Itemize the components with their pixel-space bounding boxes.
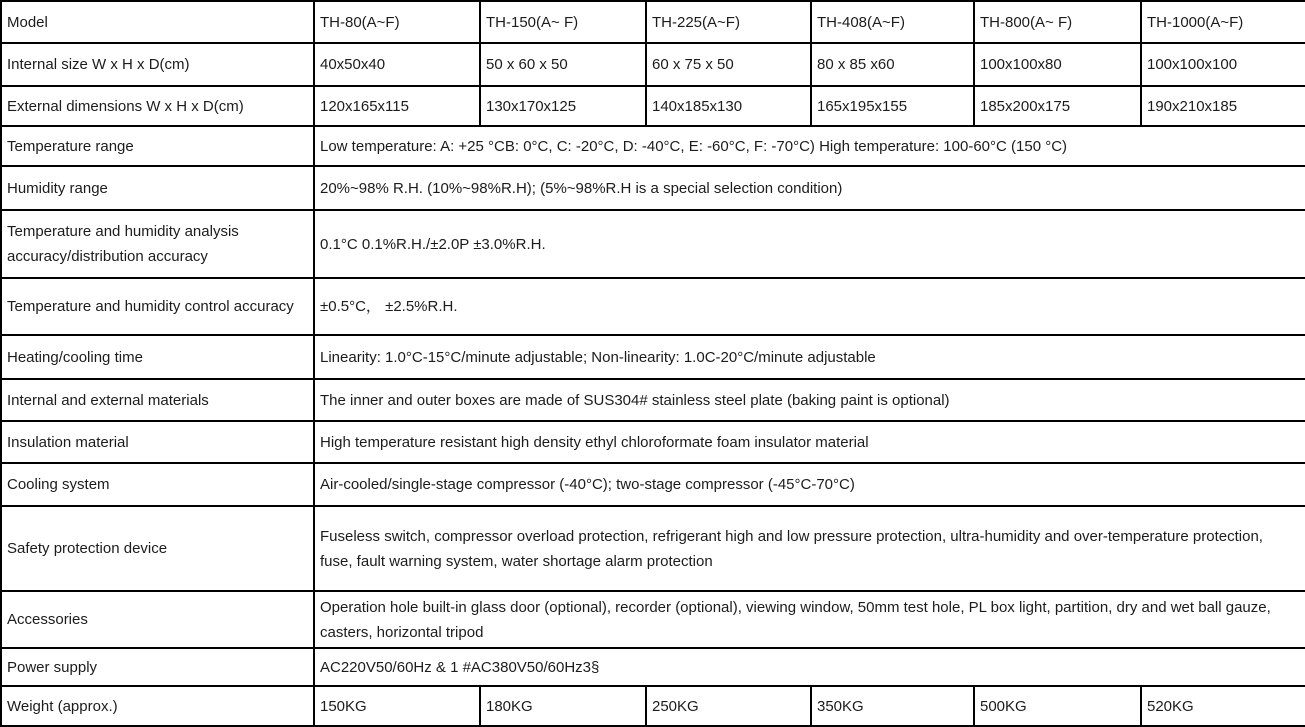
table-row-weight [1, 686, 1305, 726]
table-row-model [1, 1, 1305, 43]
spec-value-cell: 60 x 75 x 50 [646, 43, 811, 86]
spec-value-cell: 500KG [974, 686, 1141, 726]
spec-value-cell: 40x50x40 [314, 43, 480, 86]
spec-value-cell: 0.1°C 0.1%R.H./±2.0P ±3.0%R.H. [314, 210, 1305, 278]
table-row-external-size [1, 86, 1305, 126]
spec-value-cell: 50 x 60 x 50 [480, 43, 646, 86]
spec-value-cell: 250KG [646, 686, 811, 726]
spec-value-cell: Operation hole built-in glass door (optional), recorder (optional), viewing window, 50mm test hole, PL box light, partition, dry and wet ball gauze, casters, horizontal tripod [314, 591, 1305, 648]
spec-value-cell: High temperature resistant high density ethyl chloroformate foam insulator material [314, 421, 1305, 463]
model-cell: TH-80(A~F) [314, 1, 480, 43]
spec-value-cell: Low temperature: A: +25 °CB: 0°C, C: -20°C, D: -40°C, E: -60°C, F: -70°C) High temperature: 100-60°C (150 °C) [314, 126, 1305, 166]
table-row-safety-protection [1, 506, 1305, 591]
row-label-cell: Internal size W x H x D(cm) [1, 43, 314, 86]
table-row-internal-size [1, 43, 1305, 86]
spec-value-cell: 100x100x100 [1141, 43, 1305, 86]
spec-value-cell: 140x185x130 [646, 86, 811, 126]
spec-value-cell: 165x195x155 [811, 86, 974, 126]
table-row-materials [1, 379, 1305, 421]
spec-value-cell: 185x200x175 [974, 86, 1141, 126]
row-label-cell: Weight (approx.) [1, 686, 314, 726]
row-label-cell: Temperature and humidity control accuracy [1, 278, 314, 335]
row-label-cell: Heating/cooling time [1, 335, 314, 379]
table-row-heating-cooling-time [1, 335, 1305, 379]
row-label-cell: Accessories [1, 591, 314, 648]
model-cell: TH-1000(A~F) [1141, 1, 1305, 43]
spec-value-cell: 120x165x115 [314, 86, 480, 126]
row-label-cell: Power supply [1, 648, 314, 686]
spec-value-cell: 150KG [314, 686, 480, 726]
row-label-cell: Cooling system [1, 463, 314, 506]
table-row-control-accuracy [1, 278, 1305, 335]
table-row-power-supply [1, 648, 1305, 686]
table-row-insulation-material [1, 421, 1305, 463]
model-cell: TH-800(A~ F) [974, 1, 1141, 43]
spec-value-cell: Linearity: 1.0°C-15°C/minute adjustable; Non-linearity: 1.0C-20°C/minute adjustable [314, 335, 1305, 379]
row-label-cell: Temperature and humidity analysis accuracy/distribution accuracy [1, 210, 314, 278]
table-row-humidity-range [1, 166, 1305, 210]
row-label-cell: Insulation material [1, 421, 314, 463]
spec-value-cell: 180KG [480, 686, 646, 726]
row-label-cell: Internal and external materials [1, 379, 314, 421]
model-cell: TH-408(A~F) [811, 1, 974, 43]
table-row-temperature-range [1, 126, 1305, 166]
row-label-cell: Humidity range [1, 166, 314, 210]
row-label-cell: External dimensions W x H x D(cm) [1, 86, 314, 126]
spec-value-cell: AC220V50/60Hz & 1 #AC380V50/60Hz3§ [314, 648, 1305, 686]
row-label-cell: Model [1, 1, 314, 43]
spec-value-cell: ±0.5°C， ±2.5%R.H. [314, 278, 1305, 335]
table-row-accessories [1, 591, 1305, 648]
spec-value-cell: The inner and outer boxes are made of SUS304# stainless steel plate (baking paint is optional) [314, 379, 1305, 421]
model-cell: TH-150(A~ F) [480, 1, 646, 43]
model-cell: TH-225(A~F) [646, 1, 811, 43]
spec-value-cell: 350KG [811, 686, 974, 726]
row-label-cell: Safety protection device [1, 506, 314, 591]
spec-value-cell: 20%~98% R.H. (10%~98%R.H); (5%~98%R.H is a special selection condition) [314, 166, 1305, 210]
spec-value-cell: 100x100x80 [974, 43, 1141, 86]
spec-value-cell: 80 x 85 x60 [811, 43, 974, 86]
spec-value-cell: Air-cooled/single-stage compressor (-40°C); two-stage compressor (-45°C-70°C) [314, 463, 1305, 506]
spec-value-cell: 520KG [1141, 686, 1305, 726]
row-label-cell: Temperature range [1, 126, 314, 166]
spec-value-cell: Fuseless switch, compressor overload protection, refrigerant high and low pressure protection, ultra-humidity and over-temperature protection, fuse, fault warning system, water shortage alarm protection [314, 506, 1305, 591]
spec-value-cell: 190x210x185 [1141, 86, 1305, 126]
table-row-analysis-accuracy [1, 210, 1305, 278]
table-row-cooling-system [1, 463, 1305, 506]
spec-value-cell: 130x170x125 [480, 86, 646, 126]
